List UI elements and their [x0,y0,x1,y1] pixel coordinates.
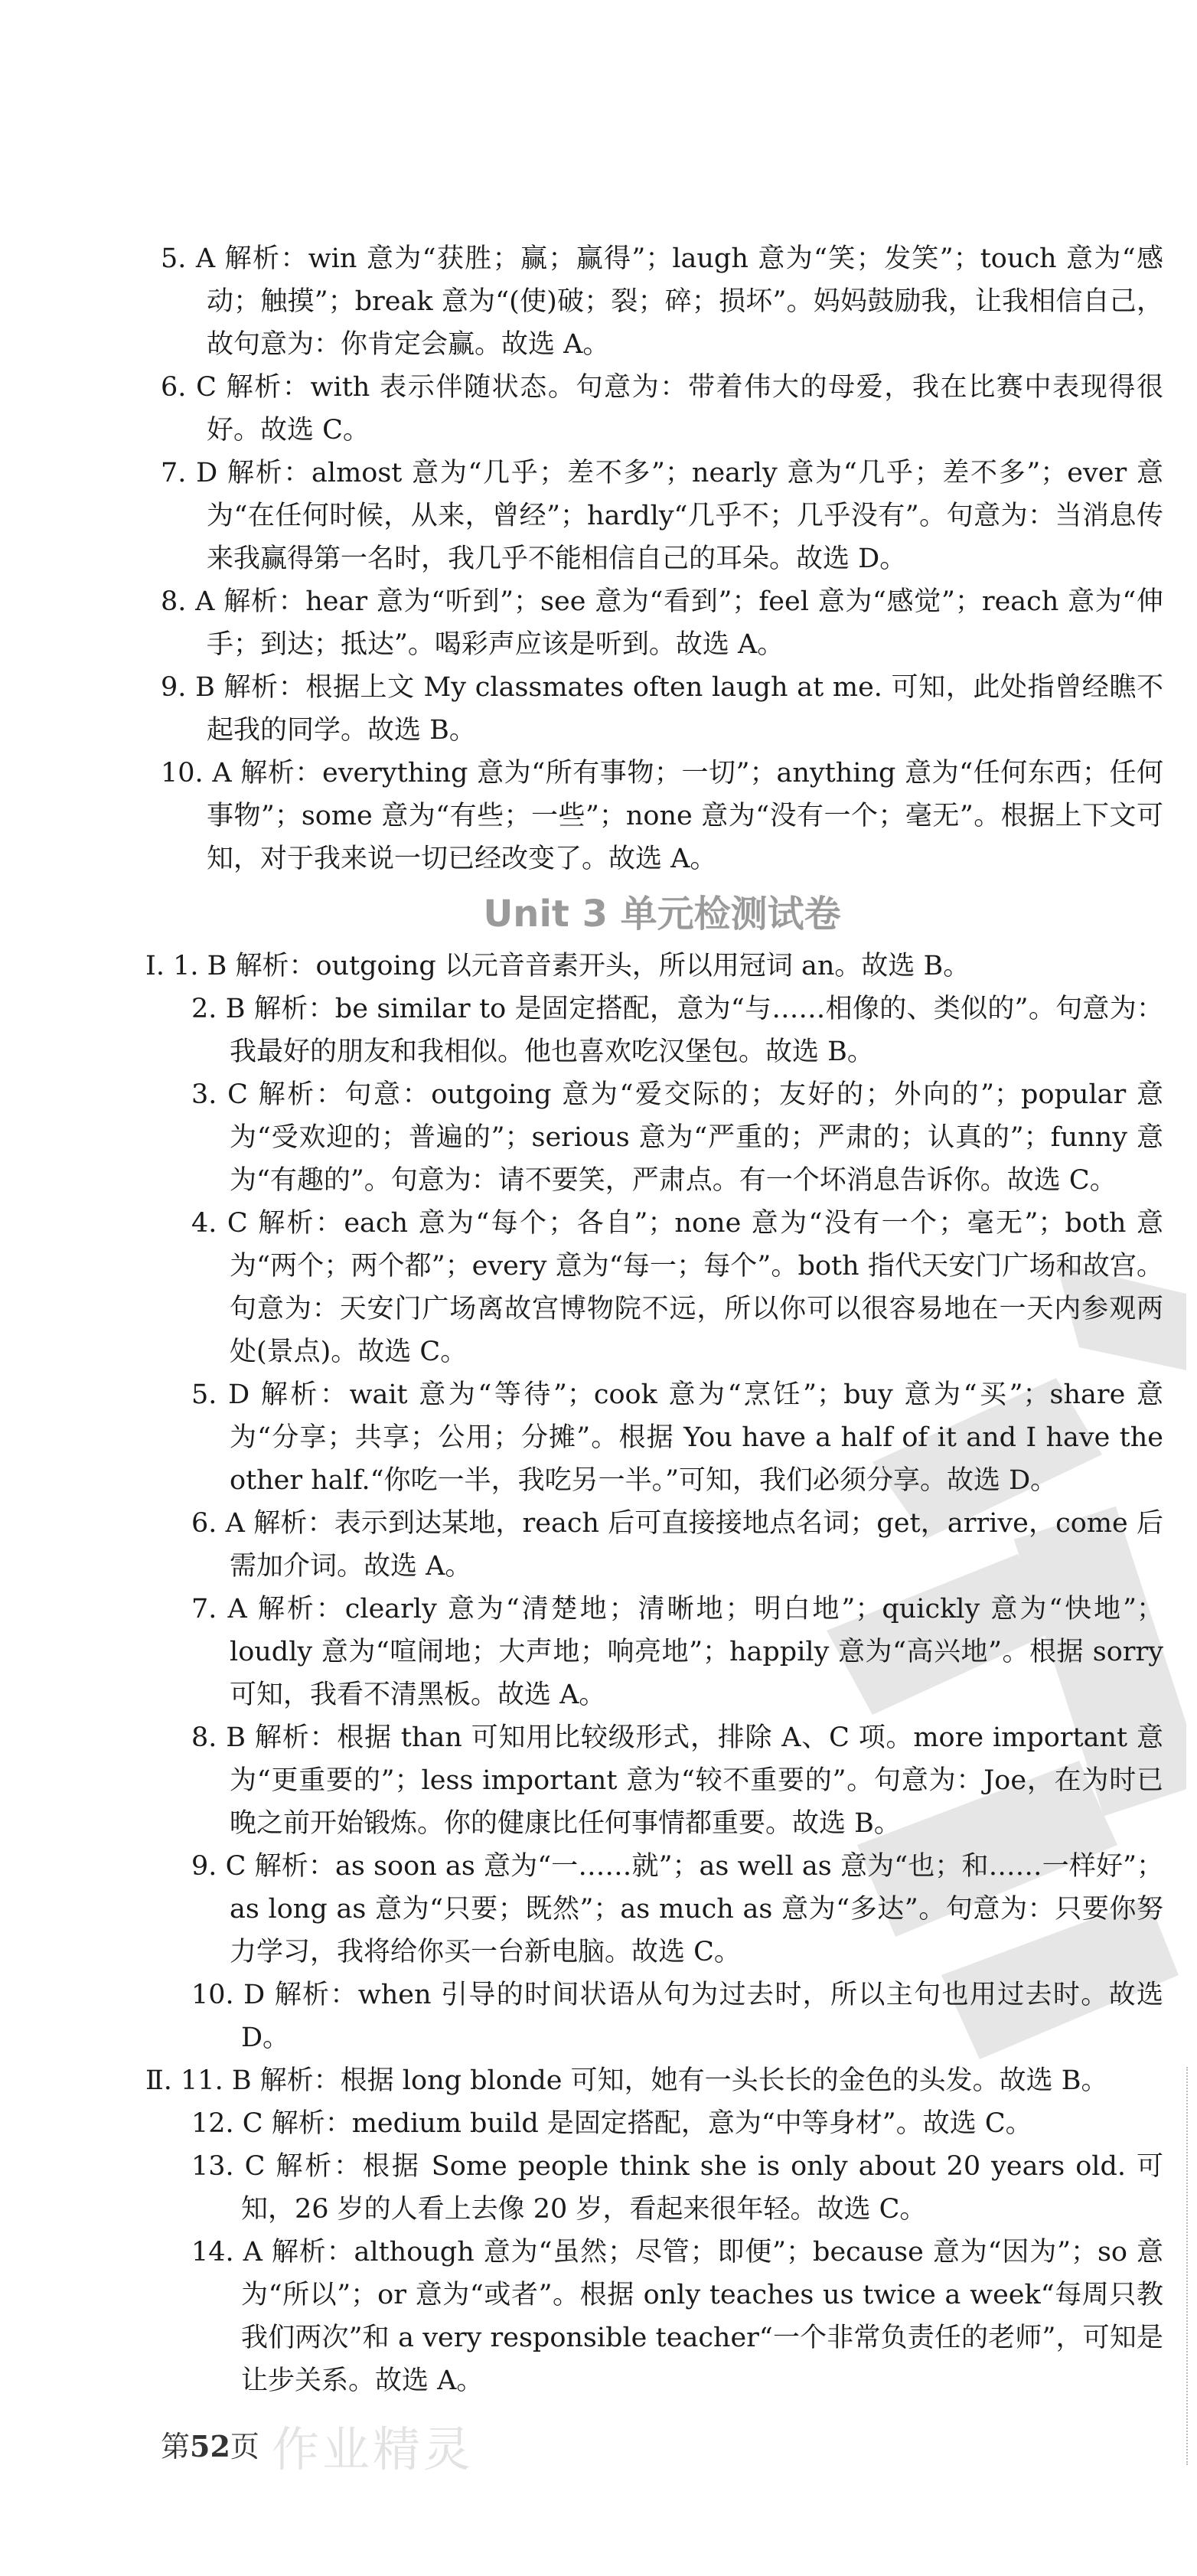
answer-item: 8. A 解析：hear 意为“听到”；see 意为“看到”；feel 意为“感觉”；reach 意为“伸手；到达；抵达”。喝彩声应该是听到。故选 A。 [161,586,1163,660]
answer-list-bottom [145,945,1163,2402]
answer-list-top [161,237,1163,880]
answer-item: 12. C 解析：medium build 是固定搭配，意为“中等身材”。故选 C。 [191,2108,1032,2139]
answer-item: 13. C 解析：根据 Some people think she is only about 20 years old. 可知，26 岁的人看上去像 20 岁，看起来很年轻。故选 C。 [191,2151,1163,2225]
answer-content [145,237,1163,2402]
answer-item: 10. D 解析：when 引导的时间状语从句为过去时，所以主句也用过去时。故选 D。 [191,1980,1163,2053]
answer-item: 7. D 解析：almost 意为“几乎；差不多”；nearly 意为“几乎；差不多”；ever 意为“在任何时候，从来，曾经”；hardly“几乎不；几乎没有”。句意为：当消息传来我赢得第一名时，我几乎不能相信自己的耳朵。故选 D。 [161,458,1163,574]
answer-item: 6. A 解析：表示到达某地，reach 后可直接接地点名词；get，arrive，come 后需加介词。故选 A。 [191,1508,1163,1582]
page-number: 52 [190,2429,230,2463]
answer-item: Ⅱ. 11. B 解析：根据 long blonde 可知，她有一头长长的金色的头发。故选 B。 [145,2065,1108,2096]
watermark-text: 作业精灵 [272,2421,475,2477]
page-prefix: 第 [161,2430,191,2463]
answer-item: 6. C 解析：with 表示伴随状态。句意为：带着伟大的母爱，我在比赛中表现得很好。故选 C。 [161,372,1163,446]
answer-item: 7. A 解析：clearly 意为“清楚地；清晰地；明白地”；quickly 意为“快地”；loudly 意为“喧闹地；大声地；响亮地”；happily 意为“高兴地”。根据 sorry 可知，我看不清黑板。故选 A。 [191,1594,1163,1710]
answer-item: 8. B 解析：根据 than 可知用比较级形式，排除 A、C 项。more important 意为“更重要的”；less important 意为“较不重要的”。句意为：Joe，在为时已晚之前开始锻炼。你的健康比任何事情都重要。故选 B。 [191,1722,1163,1839]
answer-item: 4. C 解析：each 意为“每个；各自”；none 意为“没有一个；毫无”；both 意为“两个；两个都”；every 意为“每一；每个”。both 指代天安门广场和故宫。句意为：天安门广场离故宫博物院不远，所以你可以很容易地在一天内参观两处(景点)。故选 C。 [191,1208,1163,1367]
unit-title: Unit 3 单元检测试卷 [483,893,841,935]
page-suffix: 页 [230,2430,259,2463]
answer-item: 5. D 解析：wait 意为“等待”；cook 意为“烹饪”；buy 意为“买”；share 意为“分享；共享；公用；分摊”。根据 You have a half of it and I have the other half.“你吃一半，我吃另一半。”可知，我们必须分享。故选 D。 [191,1379,1163,1496]
answer-item: 10. A 解析：everything 意为“所有事物；一切”；anything 意为“任何东西；任何事物”；some 意为“有些；一些”；none 意为“没有一个；毫无”。根据上下文可知，对于我来说一切已经改变了。故选 A。 [161,758,1163,874]
answer-item: 5. A 解析：win 意为“获胜；赢；赢得”；laugh 意为“笑；发笑”；touch 意为“感动；触摸”；break 意为“(使)破；裂；碎；损坏”。妈妈鼓励我，让我相信自己，故句意为：你肯定会赢。故选 A。 [161,243,1163,360]
margin-dotted-line [1186,2067,1188,2465]
answer-item: 14. A 解析：although 意为“虽然；尽管；即便”；because 意为“因为”；so 意为“所以”；or 意为“或者”。根据 only teaches us twice a week“每周只教我们两次”和 a very responsible teacher“一个非常负责任的老师”，可知是让步关系。故选 A。 [191,2237,1163,2396]
answer-item: 9. B 解析：根据上文 My classmates often laugh at me. 可知，此处指曾经瞧不起我的同学。故选 B。 [161,672,1163,746]
answer-item: Ⅰ. 1. B 解析：outgoing 以元音音素开头，所以用冠词 an。故选 B。 [145,951,970,981]
page-footer [161,2423,259,2465]
answer-item: 3. C 解析：句意：outgoing 意为“爱交际的；友好的；外向的”；popular 意为“受欢迎的；普遍的”；serious 意为“严重的；严肃的；认真的”；funny 意为“有趣的”。句意为：请不要笑，严肃点。有一个坏消息告诉你。故选 C。 [191,1079,1163,1196]
answer-item: 2. B 解析：be similar to 是固定搭配，意为“与……相像的、类似的”。句意为：我最好的朋友和我相似。他也喜欢吃汉堡包。故选 B。 [191,994,1163,1067]
answer-item: 9. C 解析：as soon as 意为“一……就”；as well as 意为“也；和……一样好”；as long as 意为“只要；既然”；as much as 意为“多达”。句意为：只要你努力学习，我将给你买一台新电脑。故选 C。 [191,1851,1163,1967]
